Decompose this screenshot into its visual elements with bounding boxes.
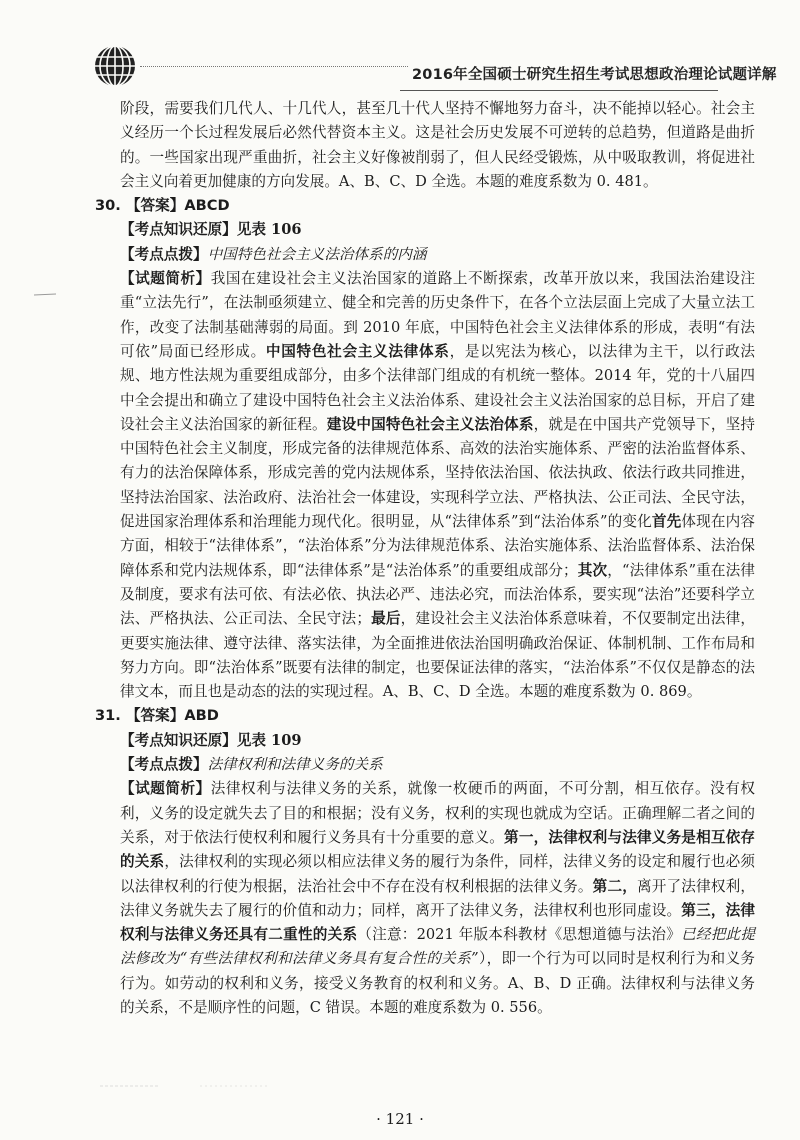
q31-answer-tag: 【答案】 [125,707,185,725]
q31-b2: 第二， [592,877,637,895]
header-dotted-rule [140,66,408,67]
q30-a6: ，建设社会主义法治体系意味着，不仅要制定出法律，更要实施法律、遵守法律、落实法律，为全面推进依法治国明确政治保证、体制机制、工作布局和努力方向。即“法治体系”既要有法律的制定，也要保证法律的落实，“法治体系”不仅仅是静态的法律文本，而且也是动态的法的实现过程。A、B、C、D 全选。本题的难度系数为 0. 869。 [120,610,755,701]
q31-hint-line [95,753,755,777]
q30-a2: ，是以宪法为核心，以法律为主干，以行政法规、地方性法规为重要组成部分，由多个法律部门组成的有机统一整体。2014 年，党的十八届四中全会提出和确立了建设中国特色社会主义法治体系、建设社会主义法治国家的总目标，开启了建设社会主义法治国家的新征程。 [120,342,755,433]
q30-b4: 其次 [577,561,608,579]
q31-a4: （注意：2021 年版本科教材《思想道德与法治》 [357,926,682,944]
q31-a3: 离开了法律权利，法律义务就失去了履行的价值和动力；同样，离开了法律义务，法律权利也形同虚设。 [120,877,755,919]
page-body [95,97,755,1020]
q30-number: 30. [95,197,121,215]
q30-kp: 见表 106 [236,221,302,239]
q31-kp-tag: 【考点知识还原】 [120,731,237,749]
q31-a2: ，法律权利的实现必须以相应法律义务的履行为条件，同样，法律义务的设定和履行也必须以法律权利的行使为根据，法治社会中不存在没有权利根据的法律义务。 [120,853,755,895]
q31-i1: 已经把此提法修改为“有些法律权利和法律义务具有复合性的关系” [120,926,755,968]
q31-answer-line [95,704,755,728]
q30-b3: 首先 [651,513,682,531]
q30-analysis-tag: 【试题简析】 [120,270,211,288]
q31-a1: 法律权利与法律义务的关系，就像一枚硬币的两面，不可分割，相互依存。没有权利，义务的设定就失去了目的和根据；没有义务，权利的实现也就成为空话。正确理解二者之间的关系，对于依法行使权利和履行义务具有十分重要的意义。 [120,780,755,846]
header-underline [400,90,718,91]
page-header [0,0,800,92]
q30-hint-line [95,243,755,267]
running-header-title: 2016年全国硕士研究生招生考试思想政治理论试题详解 [412,67,777,83]
q30-answer-tag: 【答案】 [125,197,185,215]
q31-analysis [95,777,755,1020]
q31-knowledge-line [95,729,755,753]
q30-answer-line [95,194,755,218]
footer-scan-smudge [100,1080,280,1090]
q30-answer: ABCD [184,197,230,215]
q30-a3: ，就是在中国共产党领导下，坚持中国特色社会主义制度，形成完备的法律规范体系、高效的法治实施体系、严密的法治监督体系、有力的法治保障体系，形成完善的党内法规体系，坚持依法治国、依法执政、依法行政共同推进，坚持法治国家、法治政府、法治社会一体建设，实现科学立法、严格执法、公正司法、全民守法，促进国家治理体系和治理能力现代化。很明显，从“法律体系”到“法治体系”的变化 [120,415,755,531]
q30-a5: ，“法律体系”重在法律及制度，要求有法可依、有法必依、执法必严、违法必究，而法治体系，要实现“法治”还要科学立法、严格执法、公正司法、全民守法； [120,561,755,628]
q30-hint-tag: 【考点点拨】 [120,245,208,263]
page-number: · 121 · [376,1110,424,1128]
q30-a1: 我国在建设社会主义法治国家的道路上不断探索，改革开放以来，我国法治建设注重“立法先行”，在法制亟须建立、健全和完善的历史条件下，在各个立法层面上完成了大量立法工作，改变了法制基础薄弱的局面。到 2010 年底，中国特色社会主义法律体系的形成，表明“有法可依”局面已经形成。 [120,270,755,360]
q30-knowledge-line [95,218,755,242]
q30-kp-tag: 【考点知识还原】 [120,221,237,239]
q31-kp: 见表 109 [236,731,302,749]
q31-hint: 法律权利和法律义务的关系 [207,756,383,774]
q31-answer: ABD [184,707,219,725]
q31-b1: 第一，法律权利与法律义务是相互依存的关系 [120,828,755,871]
globe-icon [93,44,137,88]
q31-hint-tag: 【考点点拨】 [120,756,208,774]
margin-scan-mark [34,292,56,298]
continuation-paragraph: 阶段，需要我们几代人、十几代人，甚至几十代人坚持不懈地努力奋斗，决不能掉以轻心。社会主义经历一个长过程发展后必然代替资本主义。这是社会历史发展不可逆转的总趋势，但道路是曲折的。一些国家出现严重曲折，社会主义好像被削弱了，但人民经受锻炼，从中吸取教训，将促进社会主义向着更加健康的方向发展。A、B、C、D 全选。本题的难度系数为 0. 481。 [120,100,755,190]
q30-b5: 最后 [370,610,401,628]
q31-number: 31. [95,707,121,725]
q30-a4: 体现在内容方面，相较于“法律体系”，“法治体系”分为法律规范体系、法治实施体系、法治监督体系、法治保障体系和党内法规体系，即“法律体系”是“法治体系”的重要组成部分； [120,513,755,579]
q31-b3: 第三，法律权利与法律义务还具有二重性的关系 [120,901,755,944]
q30-b2: 建设中国特色社会主义法治体系 [326,415,534,433]
q30-hint: 中国特色社会主义法治体系的内涵 [207,245,427,263]
q31-analysis-tag: 【试题简析】 [120,780,211,798]
q31-a5: ），即一个行为可以同时是权利行为和义务行为。如劳动的权利和义务，接受义务教育的权利和义务。A、B、D 正确。法律权利与法律义务的关系，不是顺序性的问题，C 错误。本题的难度系数为 0. 556。 [120,950,755,1016]
q30-analysis [95,267,755,704]
q30-b1: 中国特色社会主义法律体系 [265,342,450,360]
